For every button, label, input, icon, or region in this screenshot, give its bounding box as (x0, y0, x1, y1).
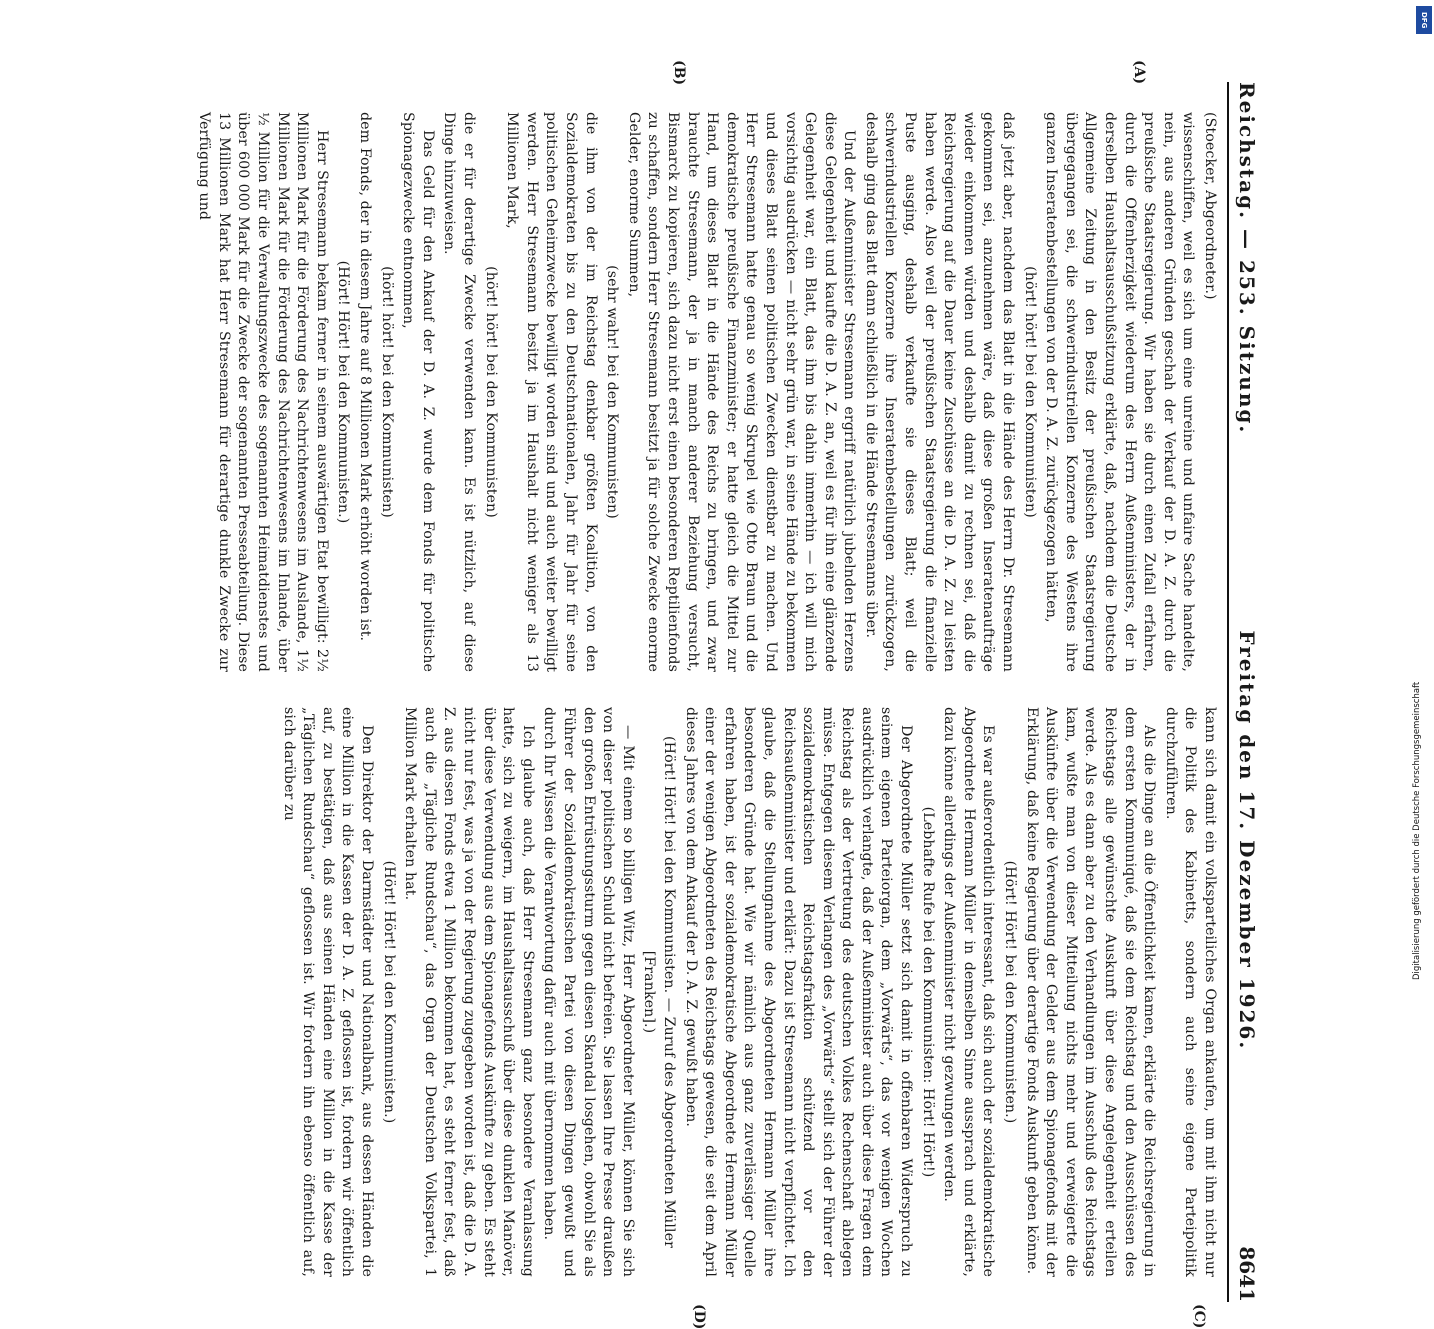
paragraph: Der Abgeordnete Müller setzt sich damit in offenbaren Widerspruch zu seinem eigenen Parteiorgan, dem „Vorwärts“, das vor wenigen Wochen ausdrücklich verlangte, daß der Außenminister auch über diese Fragen dem Reichstag als der Vertretung des deutschen Volkes Rechenschaft ablegen müsse. Entgegen diesem Verlangen des „Vorwärts“ stellt sich der Führer der sozialdemokratischen Reichstagsfraktion schützend vor den Reichsaußenminister und erklärt: Dazu ist Stresemann nicht verpflichtet. Ich glaube, daß die Stellungnahme des Abgeordneten Hermann Müller ihre besonderen Gründe hat. Wie wir nämlich aus ganz zuverlässiger Quelle erfahren haben, ist der sozialdemokratische Abgeordnete Hermann Müller einer der wenigen Abgeordneten des Reichstags gewesen, die seit dem April dieses Jahres von dem Ankauf der D. A. Z. gewußt haben. (682, 707, 915, 1277)
paragraph: Das Geld für den Ankauf der D. A. Z. wurde dem Fonds für politische Spionagezwecke entnommen, (400, 112, 436, 672)
paragraph: Ich glaube auch, daß Herr Stresemann ganz besondere Veranlassung hatte, sich zu weigern, im Haushaltsausschuß über diese dunklen Manöver, über diese Verwendung aus dem Spionagefonds Auskünfte zu geben. Es steht nicht nur fest, was ja von der Regierung zugegeben worden ist, daß die D. A. Z. aus diesen Fonds etwa 1 Million bekommen hat, es steht ferner fest, daß auch die „Tägliche Rundschau“, das Organ der Deutschen Volkspartei, 1 Million Mark erhalten hat. (402, 707, 536, 1277)
paragraph: Und der Außenminister Stresemann ergriff natürlich jubelnden Herzens diese Gelegenheit und kaufte die D. A. Z. an, weil es für ihn eine glänzende Gelegenheit war, ein Blatt, das ihm bis dahin immerhin — ich will mich vorsichtig ausdrücken — nicht sehr grün war, in seine Hände zu bekommen und dieses Blatt seinen politischen Zwecken dienstbar zu machen. Und Herr Stresemann hatte genau so wenig Skrupel wie Otto Braun und die demokratische preußische Finanzminister; er hatte gleich die Mittel zur Hand, um dieses Blatt in die Hände des Reichs zu bringen, und zwar brauchte Stresemann, der ja in manch anderer Beziehung versucht, Bismarck zu kopieren, sich dazu nicht erst einen besonderen Reptilienfonds zu schaffen, sondern Herr Stresemann besitzt ja für solche Zwecke enorme Gelder, enorme Summen, (625, 112, 858, 672)
paragraph: die ihm von der im Reichstag denkbar größten Koalition, von den Sozialdemokraten bis zu den Deutschnationalen, Jahr für Jahr für seine politischen Geheimzwecke bewilligt worden sind und auch weiter bewilligt werden. Herr Stresemann besitzt ja im Haushalt nicht weniger als 13 Millionen Mark, (504, 112, 599, 672)
paragraph: dem Fonds, der in diesem Jahre auf 8 Millionen Mark erhöht worden ist. (357, 112, 374, 642)
interjection: (hört! hört! bei den Kommunisten) (482, 266, 499, 518)
margin-marker-b: (B) (671, 60, 687, 86)
digitization-credit: Digitalisierung gefördert durch die Deutsche Forschungsgemeinschaft (1412, 681, 1422, 980)
header-left-session: Reichstag. — 253. Sitzung. (1235, 82, 1259, 435)
paragraph: kann sich damit ein volksparteiliches Organ ankaufen, um mit ihm nicht nur die Politik des Kabinetts, sondern auch seine eigene Parteipolitik durchzuführen. (1162, 707, 1218, 1277)
paragraph: Es war außerordentlich interessant, daß sich auch der sozialdemokratische Abgeordnete Hermann Müller in demselben Sinne aussprach und erklärte, dazu könne allerdings der Außenminister nicht gezwungen werden. (941, 707, 997, 1277)
paragraph: die er für derartige Zwecke verwenden kann. Es ist nützlich, auf diese Dinge hinzuweisen. (441, 112, 478, 672)
interjection: (Hört! Hört! bei den Kommunisten.) (1002, 860, 1019, 1124)
header-date: Freitag den 17. Dezember 1926. (1235, 630, 1259, 1051)
paragraph: wissenschiffen, weil es sich um eine unreine und unfaire Sache handelte, nein, aus anderen Gründen geschah der Verkauf der D. A. Z. durch die preußische Staatsregierung. Wir haben sie durch einen Zufall erfahren, durch die Offenherzigkeit wiederum des Herrn Außenministers, der in derselben Haushaltsausschußsitzung erklärte, daß, nachdem die Deutsche Allgemeine Zeitung in den Besitz der preußischen Staatsregierung übergegangen sei, die schwerindustriellen Konzerne des Westens ihre ganzen Inseratenbestellungen von der D. A. Z. zurückgezogen hätten, (1043, 112, 1197, 672)
margin-marker-d: (D) (691, 1304, 707, 1329)
right-text-column (280, 707, 1219, 1277)
dfg-logo-badge: DFG (1416, 6, 1432, 34)
margin-marker-c: (C) (1191, 1304, 1207, 1329)
left-text-column (196, 112, 1219, 672)
interjection: (sehr wahr! bei den Kommunisten) (604, 265, 621, 519)
paragraph: Den Direktor der Darmstädter und Nationalbank, aus dessen Händen die eine Million in die Kassen der D. A. Z. geflossen ist, fordern wir öffentlich auf, zu bestätigen, daß aus seinen Händen eine Million in die Kasse der „Täglichen Rundschau“ geflossen ist. Wir fordern ihn ebenso öffentlich auf, sich darüber zu (280, 707, 376, 1277)
page-number: 8641 (1235, 1246, 1259, 1302)
interjection: (hört! hört! bei den Kommunisten) (1021, 266, 1038, 518)
paragraph: — Mit einem so billigen Witz, Herr Abgeordneter Müller, können Sie sich von dieser politischen Schuld nicht befreien. Sie lassen Ihre Presse draußen den großen Entrüstungssturm gegen diesen Skandal losgehen, obwohl Sie als Führer der Sozialdemokratischen Partei von diesen Dingen gewußt und durch Ihr Wissen die Verantwortung dafür auch mit übernommen haben. (541, 707, 636, 1277)
page-header (1227, 82, 1267, 1302)
paragraph: Herr Stresemann bekam ferner in seinem auswärtigen Etat bewilligt: 2½ Millionen Mark für die Förderung des Nachrichtenwesens im Auslande, 1½ Millionen Mark für die Förderung des Nachrichtenwesens im Inlande, über ½ Million für die Verwaltungszwecke des sogenannten Heimatdienstes und über 600 000 Mark für die Zwecke der sogenannten Presseabteilung. Diese 13 Millionen Mark hat Herr Stresemann für derartige dunkle Zwecke zur Verfügung und (196, 112, 330, 672)
paragraph: daß jetzt aber, nachdem das Blatt in die Hände des Herrn Dr. Stresemann gekommen sei, anzunehmen wäre, daß diese großen Inseratenaufträge wieder einkommen würden und deshalb damit zu rechnen sei, daß die Reichsregierung auf die Dauer keine Zuschüsse an die D. A. Z. zu leisten haben werde. Also weil der preußischen Staatsregierung die finanzielle Puste ausging, deshalb verkaufte sie dieses Blatt; weil die schwerindustriellen Konzerne ihre Inseratenbestellungen zurückzogen, deshalb ging das Blatt dann schließlich in die Hände Stresemanns über. (862, 112, 1017, 672)
margin-marker-a: (A) (1131, 60, 1147, 85)
interjection: (Hört! Hört! bei den Kommunisten.) (380, 860, 397, 1124)
paragraph: Als die Dinge an die Öffentlichkeit kamen, erklärte die Reichsregierung in dem ersten Kommuniqué, daß sie dem Reichstag und den Ausschüssen des Reichstags alle gewünschte Auskunft über diese Angelegenheit erteilen werde. Als es dann aber zu den Verhandlungen im Ausschuß des Reichstags kam, wußte man von dieser Mitteilung nichts mehr und verweigerte die Auskünfte über die Verwendung der Gelder aus dem Spionagefonds mit der Erklärung, daß keine Regierung über derartige Fonds Auskunft geben könne. (1023, 707, 1158, 1277)
speaker-line: (Stoecker, Abgeordneter.) (1202, 112, 1218, 300)
interjection: (Lebhafte Rufe bei den Kommunisten: Hört! Hört!) (919, 806, 936, 1178)
interjection: (Hört! Hört! bei den Kommunisten. — Zuruf des Abgeordneten Müller [Franken].) (641, 736, 677, 1248)
interjection: (hört! hört! bei den Kommunisten) (378, 266, 395, 518)
document-page (0, 60, 1267, 1329)
interjection: (Hört! Hört! bei den Kommunisten.) (335, 260, 352, 524)
header-rule (1227, 82, 1229, 1302)
